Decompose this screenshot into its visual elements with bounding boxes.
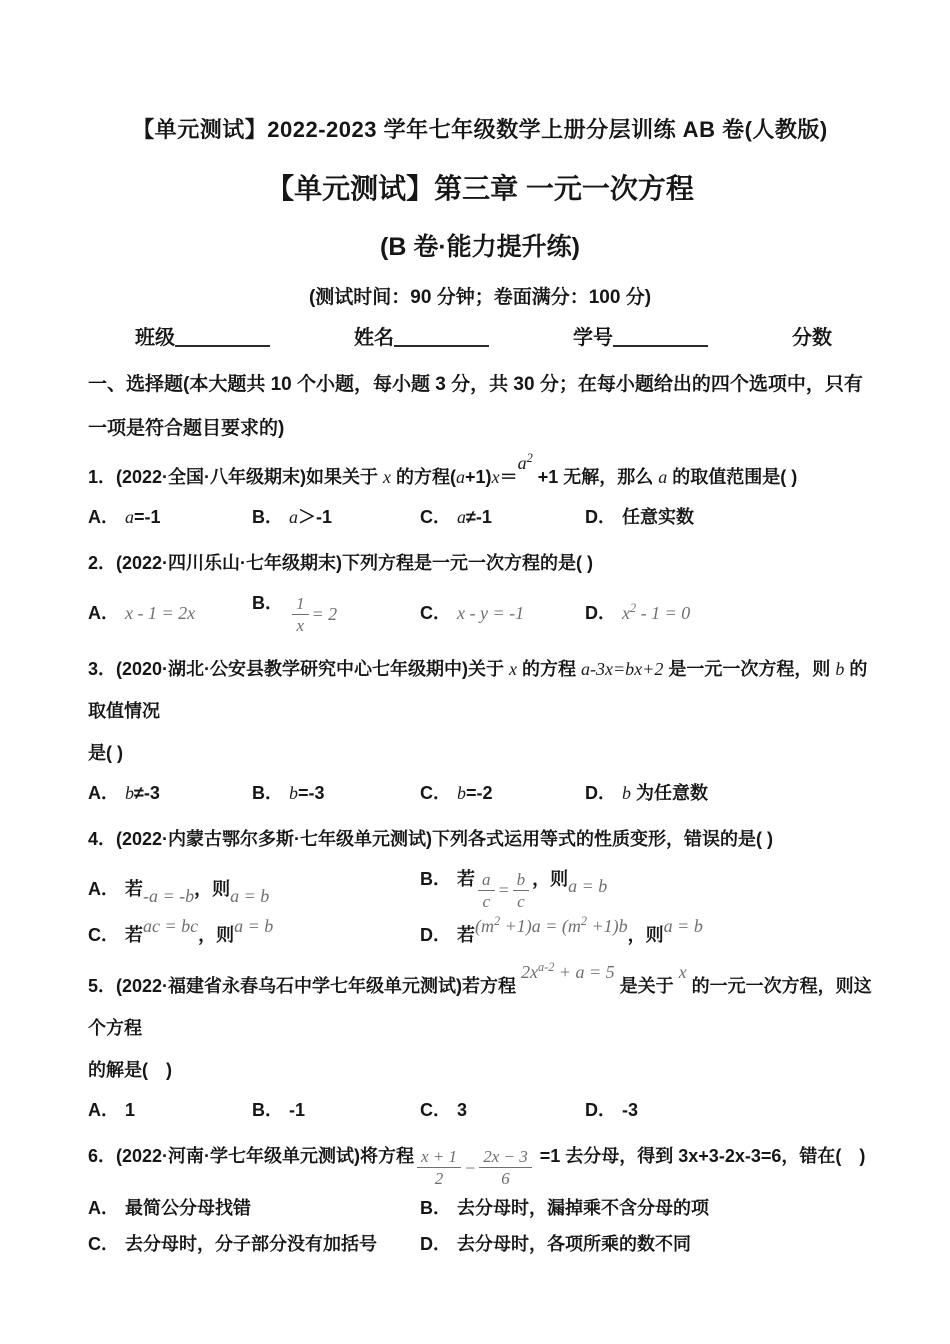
q3-var-x: x <box>509 659 518 680</box>
question-1-options <box>88 498 872 534</box>
course-header: 【单元测试】2022-2023 学年七年级数学上册分层训练 AB 卷(人教版) <box>132 117 828 142</box>
class-label: 班级 <box>135 327 175 350</box>
q6-t2: =1 去分母，得到 3x+3-2x-3=6，错在( ) <box>534 1146 866 1167</box>
q4-option-d-p2: +1)a = (m <box>500 916 581 937</box>
q3-option-a-var: b <box>125 783 134 804</box>
exam-info-line: (测试时间：90 分钟；卷面满分：100 分) <box>308 287 652 309</box>
q2-option-b-denominator: x <box>296 616 305 636</box>
q4-option-b-if: 若 <box>457 869 475 890</box>
q4-option-b-frac2-den: c <box>517 892 525 912</box>
question-3-stem <box>88 648 872 732</box>
q3-lead: 3．(2020·湖北·公安县教学研究中心七年级期中)关于 <box>88 659 510 680</box>
student-id-field <box>573 325 708 351</box>
q4-option-b-frac2-num: b <box>513 870 530 891</box>
q5-eq-exp: a-2 <box>538 960 555 975</box>
q1-option-b-label: B． <box>252 507 283 528</box>
q2-option-b-rest: = 2 <box>311 604 338 625</box>
q4-option-d-s2: 2 <box>580 914 588 929</box>
q5-option-d <box>585 1096 872 1122</box>
q6-frac1-num: x + 1 <box>417 1147 461 1168</box>
q6-option-c <box>88 1230 420 1256</box>
q1-option-b-text: ＞-1 <box>298 507 333 528</box>
q6-fraction1 <box>417 1147 461 1188</box>
q6-option-d <box>420 1230 872 1256</box>
q6-option-b <box>420 1194 872 1220</box>
q3-option-d-text: 为任意数 <box>631 783 709 804</box>
q1-option-a-label: A． <box>88 507 119 528</box>
q2-option-d-base: x <box>622 603 630 624</box>
q1-sup-exp: 2 <box>526 451 533 466</box>
q3-option-d <box>585 779 872 805</box>
q5-eq-base: 2x <box>521 962 539 983</box>
q3-option-d-var: b <box>622 783 631 804</box>
q4-option-a-if: 若 <box>125 879 143 900</box>
q5-lead: 5．(2022·福建省永春乌石中学七年级单元测试)若方程 <box>88 976 522 997</box>
q3-option-b-var: b <box>289 783 298 804</box>
q2-option-b-fraction <box>292 594 309 635</box>
q5-option-a <box>88 1096 252 1122</box>
q5-equation <box>521 946 615 993</box>
q6-option-a-label: A． <box>88 1197 119 1218</box>
q4-option-a-then: ，则 <box>194 879 231 900</box>
q4-option-b-label: B． <box>420 869 451 890</box>
question-3-options <box>88 774 872 810</box>
q1-option-a <box>88 503 252 529</box>
q3-option-c <box>420 779 585 805</box>
q4-option-a-premise: -a = -b <box>143 886 195 907</box>
q1-option-d-text: 任意实数 <box>622 507 694 528</box>
q5-t3: 的一元一次方程，则这个方程 <box>88 976 872 1039</box>
q6-option-c-label: C． <box>88 1233 119 1254</box>
q4-option-d-label: D． <box>420 925 451 946</box>
q3-option-b-label: B． <box>252 783 283 804</box>
q2-option-d-exp: 2 <box>630 601 637 616</box>
q4-option-d-p1: (m <box>475 916 494 937</box>
q2-option-a <box>88 599 252 625</box>
q6-option-a <box>88 1194 420 1220</box>
q4-option-b <box>420 865 872 911</box>
question-4 <box>88 818 872 952</box>
q3-t4: 的取值情况 <box>88 659 868 722</box>
q6-option-d-label: D． <box>420 1233 451 1254</box>
class-field <box>135 325 270 351</box>
question-3 <box>88 648 872 810</box>
q4-option-d-conclusion: a = b <box>663 916 703 937</box>
q1-option-c <box>420 503 585 529</box>
paper-subtitle: (B 卷·能力提升练) <box>380 232 580 261</box>
q1-option-c-text: ≠-1 <box>466 507 492 528</box>
q4-option-a-conclusion: a = b <box>230 886 270 907</box>
q1-option-b-var: a <box>289 507 298 528</box>
question-2 <box>88 542 872 640</box>
q4-option-d-p3: +1)b <box>587 916 628 937</box>
student-info-row <box>88 325 872 351</box>
q1-option-d <box>585 503 872 529</box>
q3-option-a <box>88 779 252 805</box>
q4-option-c-label: C． <box>88 925 119 946</box>
q2-option-b-numerator: 1 <box>292 594 309 615</box>
q5-option-d-text: -3 <box>622 1100 639 1121</box>
q3-option-d-label: D． <box>585 783 616 804</box>
q1-a-squared <box>518 437 533 484</box>
q4-option-d-s1: 2 <box>494 914 501 929</box>
question-1 <box>88 451 872 534</box>
q6-option-b-label: B． <box>420 1197 451 1218</box>
q1-option-d-label: D． <box>585 507 616 528</box>
q2-option-c-equation: x - y = -1 <box>457 603 525 624</box>
question-2-options <box>88 584 872 640</box>
q3-option-a-text: ≠-3 <box>134 783 160 804</box>
q5-option-c-label: C． <box>420 1100 451 1121</box>
question-6-options-row2 <box>88 1225 872 1261</box>
q1-option-a-text: =-1 <box>134 507 161 528</box>
name-blank[interactable] <box>394 325 489 347</box>
q5-option-a-text: 1 <box>125 1100 136 1121</box>
q1-sup-base: a <box>517 453 527 474</box>
q2-option-a-equation: x - 1 = 2x <box>125 603 196 624</box>
q5-option-c <box>420 1096 585 1122</box>
q3-option-c-label: C． <box>420 783 451 804</box>
q3-option-b <box>252 779 420 805</box>
q4-option-b-then: ，则 <box>532 869 569 890</box>
q4-option-c-premise: ac = bc <box>143 916 199 937</box>
q6-frac2-num: 2x − 3 <box>479 1147 532 1168</box>
q4-option-d-premise <box>475 914 628 937</box>
q5-option-d-label: D． <box>585 1100 616 1121</box>
q1-lead: 1．(2022·全国·八年级期末)如果关于 <box>88 467 384 488</box>
q3-var-b: b <box>835 659 845 680</box>
page-title: 【单元测试】第三章 一元一次方程 <box>266 172 694 204</box>
q2-option-c <box>420 599 585 625</box>
name-label: 姓名 <box>354 327 394 350</box>
question-4-options-row1 <box>88 860 872 916</box>
q2-option-b <box>252 589 420 635</box>
q1-var-a: a <box>456 467 466 488</box>
q4-option-b-conclusion: a = b <box>568 876 608 897</box>
student-id-blank[interactable] <box>613 325 708 347</box>
question-2-stem: 2．(2022·四川乐山·七年级期末)下列方程是一元一次方程的是( ) <box>88 553 594 574</box>
q6-option-c-text: 去分母时，分子部分没有加括号 <box>125 1233 377 1254</box>
q4-option-c <box>88 916 420 947</box>
class-blank[interactable] <box>175 325 270 347</box>
q1-var-x: x <box>383 467 392 488</box>
q3-t2: 的方程 <box>517 659 582 680</box>
question-6 <box>88 1135 872 1261</box>
q4-option-b-premise <box>475 870 532 911</box>
q4-option-a <box>88 875 420 907</box>
question-5-stem-line2: 的解是( ) <box>88 1060 172 1081</box>
q4-option-c-conclusion: a = b <box>234 916 274 937</box>
q1-equals: ＝ <box>499 467 518 488</box>
q4-option-b-frac1-num: a <box>478 870 495 891</box>
q4-option-b-fraction2 <box>513 870 530 911</box>
q2-option-d-equation <box>622 603 690 623</box>
q1-t6: 的取值范围是( ) <box>667 467 798 488</box>
q6-fraction2 <box>479 1147 532 1188</box>
q1-option-c-label: C． <box>420 507 451 528</box>
section-heading: 一、选择题(本大题共 10 个小题，每小题 3 分，共 30 分；在每小题给出的四个选项中，只有一项是符合题目要求的) <box>88 374 863 440</box>
q3-option-b-text: =-3 <box>298 783 325 804</box>
q5-option-b-label: B． <box>252 1100 283 1121</box>
question-4-stem: 4．(2022·内蒙古鄂尔多斯·七年级单元测试)下列各式运用等式的性质变形，错误的是( ) <box>88 829 774 850</box>
q5-option-a-label: A． <box>88 1100 119 1121</box>
q4-option-b-fraction1 <box>478 870 495 911</box>
q6-option-d-text: 去分母时，各项所乘的数不同 <box>457 1233 691 1254</box>
q6-frac1-den: 2 <box>434 1169 444 1189</box>
q3-t3: 是一元一次方程，则 <box>663 659 836 680</box>
q3-option-c-var: b <box>457 783 466 804</box>
q4-option-b-frac1-den: c <box>482 892 491 912</box>
q5-t2: 是关于 <box>614 976 679 997</box>
q4-option-c-then: ，则 <box>198 925 235 946</box>
q1-option-c-var: a <box>457 507 466 528</box>
q5-option-b <box>252 1096 420 1122</box>
q3-option-a-label: A． <box>88 783 119 804</box>
q5-option-c-text: 3 <box>457 1100 468 1121</box>
q1-var-a2: a <box>658 467 668 488</box>
question-6-stem <box>88 1135 872 1189</box>
question-3-stem-line2: 是( ) <box>88 743 123 764</box>
q2-option-d-rest: - 1 = 0 <box>636 603 691 624</box>
q6-option-b-text: 去分母时，漏掉乘不含分母的项 <box>457 1197 709 1218</box>
q6-equation <box>414 1147 535 1189</box>
q1-t3: +1) <box>465 467 492 488</box>
q1-option-b <box>252 503 420 529</box>
question-5-stem <box>88 960 872 1049</box>
q2-option-c-label: C． <box>420 603 451 624</box>
q6-frac2-den: 6 <box>501 1169 510 1189</box>
q1-option-a-var: a <box>125 507 134 528</box>
name-field <box>354 325 489 351</box>
question-5 <box>88 960 872 1127</box>
q2-option-d <box>585 599 872 625</box>
question-1-stem <box>88 451 872 498</box>
q4-option-d-then: ，则 <box>627 925 664 946</box>
question-6-options-row1 <box>88 1189 872 1225</box>
q6-option-a-text: 最简公分母找错 <box>125 1197 251 1218</box>
q4-option-d-if: 若 <box>457 925 475 946</box>
q6-lead: 6．(2022·河南·学七年级单元测试)将方程 <box>88 1146 415 1167</box>
q5-var-x: x <box>678 962 687 983</box>
q4-option-d <box>420 914 872 947</box>
q2-option-b-equation <box>289 594 337 635</box>
q4-option-a-label: A． <box>88 879 119 900</box>
q1-var-x2: x <box>491 467 500 488</box>
q2-option-d-label: D． <box>585 603 616 624</box>
q4-option-c-if: 若 <box>125 925 143 946</box>
q1-t2: 的方程( <box>391 467 457 488</box>
question-5-options <box>88 1091 872 1127</box>
q5-option-b-text: -1 <box>289 1100 306 1121</box>
q1-t5: +1 无解，那么 <box>532 467 659 488</box>
q5-eq-rest: + a = 5 <box>554 962 615 983</box>
q2-option-a-label: A． <box>88 603 119 624</box>
q2-option-b-label: B． <box>252 593 283 614</box>
q3-option-c-text: =-2 <box>466 783 493 804</box>
question-4-options-row2 <box>88 916 872 952</box>
student-id-label: 学号 <box>573 327 613 350</box>
q4-option-b-equals: = <box>497 880 510 901</box>
q6-minus: − <box>464 1157 477 1178</box>
q3-equation: a-3x=bx+2 <box>581 659 664 680</box>
score-field <box>792 325 832 351</box>
score-label: 分数 <box>792 327 832 350</box>
